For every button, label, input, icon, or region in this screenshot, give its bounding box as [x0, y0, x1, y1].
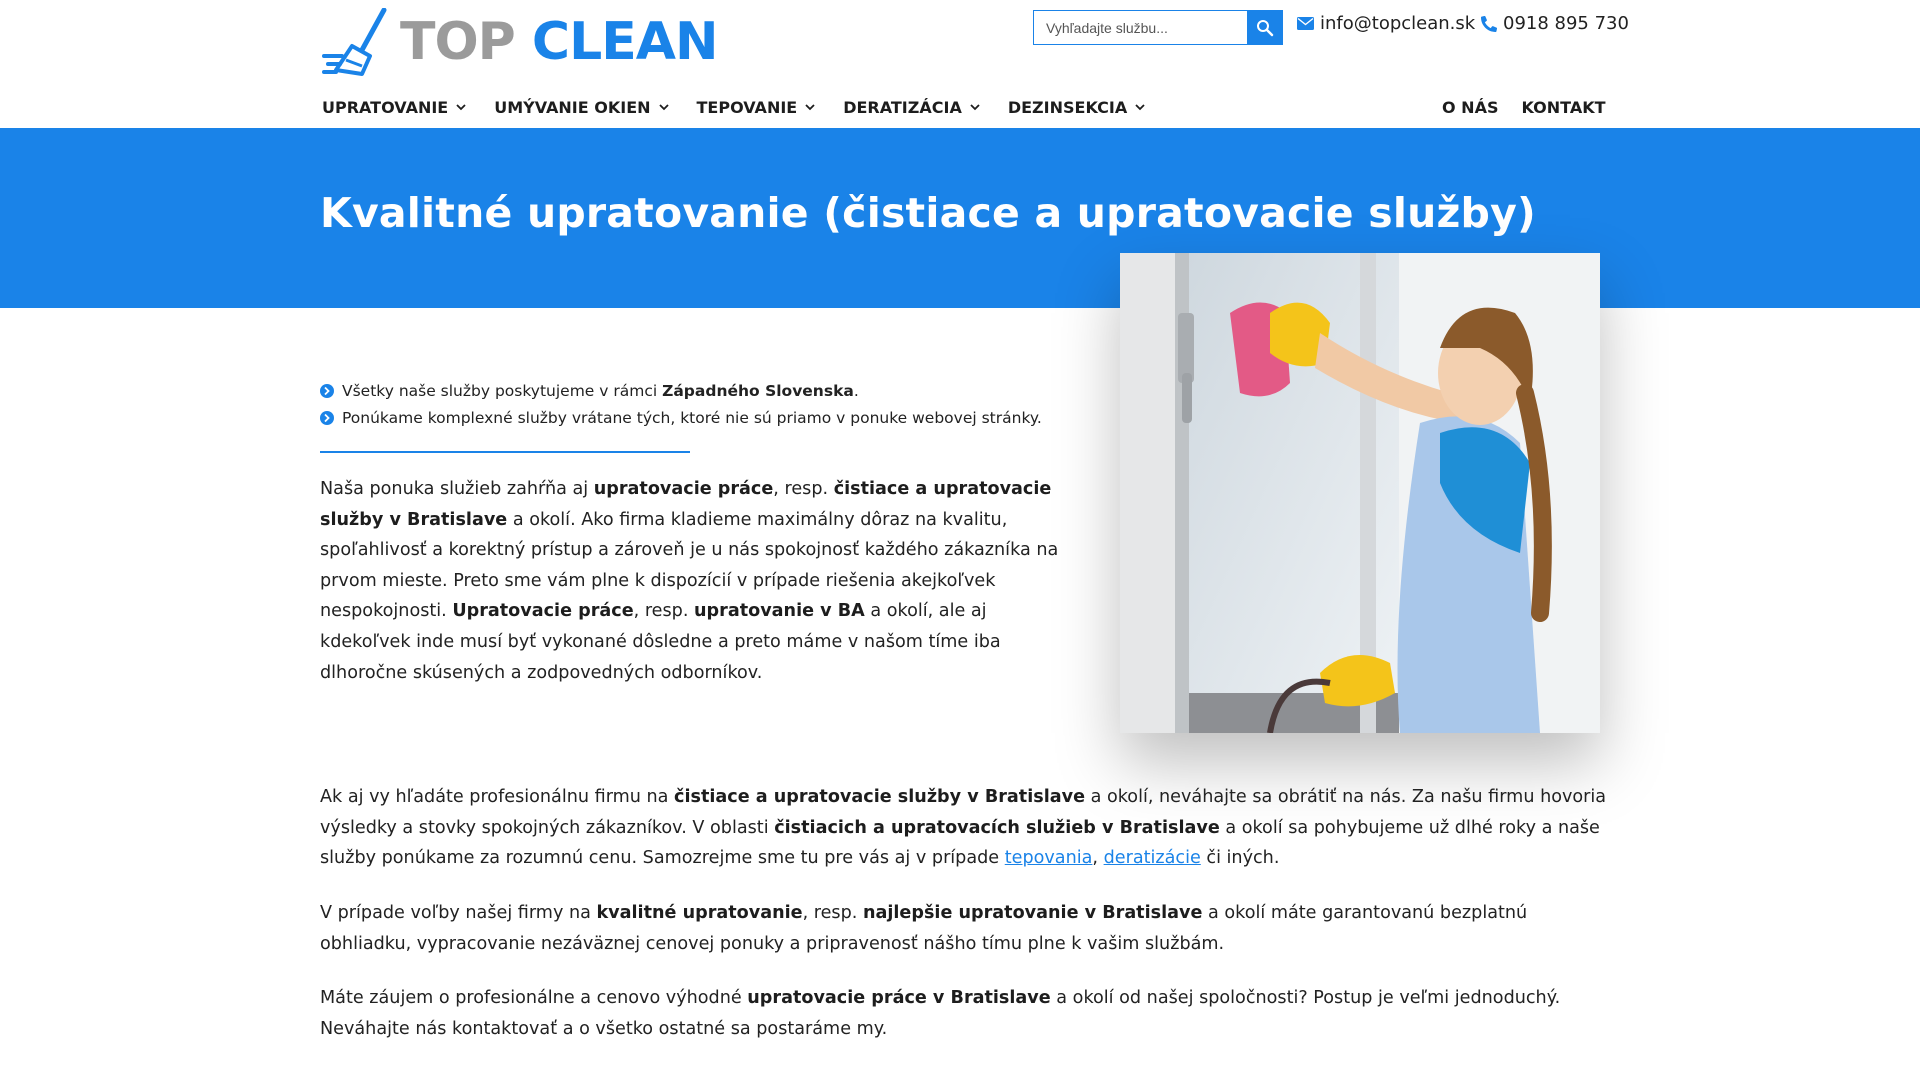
list-item	[320, 404, 1042, 431]
intro-paragraph: Naša ponuka služieb zahŕňa aj upratovacie práce, resp. čistiace a upratovacie služby v Bratislave a okolí. Ako firma kladieme maximálny dôraz na kvalitu, spoľahlivosť a korektný prístup a zároveň je u nás spokojnosť každého zákazníka na prvom mieste. Preto sme vám plne k dispozícií v prípade riešenia akejkoľvek nespokojnosti. Upratovacie práce, resp. upratovanie v BA a okolí, ale aj kdekoľvek inde musí byť vykonané dôsledne a preto máme v našom tíme iba dlhoročne skúsených a zodpovedných odborníkov.	[320, 479, 1059, 683]
divider	[320, 451, 690, 453]
search-icon	[1256, 19, 1274, 37]
nav-item-label: DEZINSEKCIA	[1007, 97, 1128, 117]
link-deratizacie[interactable]: deratizácie	[1103, 848, 1201, 869]
arrow-circle-right-icon	[320, 384, 334, 398]
search-input[interactable]	[1033, 10, 1247, 45]
nav-item-label: UPRATOVANIE	[322, 97, 449, 117]
logo[interactable]	[322, 8, 718, 78]
chevron-down-icon	[805, 104, 815, 111]
nav-item-label: KONTAKT	[1521, 97, 1606, 117]
phone-text: 0918 895 730	[1503, 13, 1629, 34]
page-title: Kvalitné upratovanie (čistiace a upratovacie služby)	[320, 189, 1536, 237]
nav-item-label: UMÝVANIE OKIEN	[494, 97, 651, 117]
link-tepovania[interactable]: tepovania	[1004, 848, 1093, 869]
cleaning-photo	[1120, 253, 1600, 733]
nav-item-kontakt[interactable]	[1521, 97, 1605, 117]
logo-word-clean: CLEAN	[531, 12, 718, 72]
logo-text	[400, 12, 718, 72]
chevron-down-icon	[1135, 104, 1145, 111]
nav-item-dezinsekcia[interactable]	[1008, 97, 1145, 117]
phone-link[interactable]	[1481, 13, 1629, 34]
broom-icon	[322, 8, 394, 78]
email-text: info@topclean.sk	[1320, 13, 1476, 34]
main-nav	[322, 97, 1173, 117]
nav-item-label: O NÁS	[1442, 97, 1499, 117]
list-item-text: Ponúkame komplexné služby vrátane tých, ktoré nie sú priamo v ponuke webovej stránky.	[342, 408, 1042, 427]
nav-item-umyvanie-okien[interactable]	[494, 97, 668, 117]
chevron-down-icon	[456, 104, 466, 111]
nav-item-deratizacia[interactable]	[843, 97, 980, 117]
email-link[interactable]	[1297, 13, 1475, 34]
nav-item-label: DERATIZÁCIA	[843, 97, 962, 117]
feature-list	[320, 377, 1042, 431]
nav-item-upratovanie[interactable]	[322, 97, 466, 117]
search-form	[1033, 10, 1283, 45]
body-paragraph-1: Ak aj vy hľadáte profesionálnu firmu na čistiace a upratovacie služby v Bratislave a okolí, neváhajte sa obrátiť na nás. Za našu firmu hovoria výsledky a stovky spokojných zákazníkov. V oblasti čistiacich a upratovacích služieb v Bratislave a okolí sa pohybujeme už dlhé roky a naše služby ponúkame za rozumnú cenu. Samozrejme sme tu pre vás aj v prípade tepovania, deratizácie či iných.	[320, 787, 1607, 869]
arrow-circle-right-icon	[320, 411, 334, 425]
envelope-icon	[1297, 17, 1314, 30]
body-paragraph-2: V prípade voľby našej firmy na kvalitné upratovanie, resp. najlepšie upratovanie v Bratislave a okolí máte garantovanú bezplatnú obhliadku, vypracovanie nezáväznej cenovej ponuky a pripravenosť nášho tímu plne k vašim službám.	[320, 903, 1528, 954]
body-paragraph-3: Máte záujem o profesionálne a cenovo výhodné upratovacie práce v Bratislave a okolí od našej spoločnosti? Postup je veľmi jednoduchý. Neváhajte nás kontaktovať a o všetko ostatné sa postaráme my.	[320, 988, 1561, 1039]
nav-item-o-nas[interactable]	[1442, 97, 1498, 117]
list-item	[320, 377, 1042, 404]
cleaning-woman-illustration	[1120, 253, 1600, 733]
chevron-down-icon	[659, 104, 669, 111]
secondary-nav	[1442, 97, 1606, 117]
nav-item-label: TEPOVANIE	[696, 97, 798, 117]
chevron-down-icon	[970, 104, 980, 111]
logo-word-top: TOP	[400, 12, 515, 72]
search-button[interactable]	[1247, 10, 1283, 45]
nav-item-tepovanie[interactable]	[697, 97, 816, 117]
phone-icon	[1481, 16, 1497, 32]
list-item-text: Všetky naše služby poskytujeme v rámci Západného Slovenska.	[342, 381, 859, 400]
